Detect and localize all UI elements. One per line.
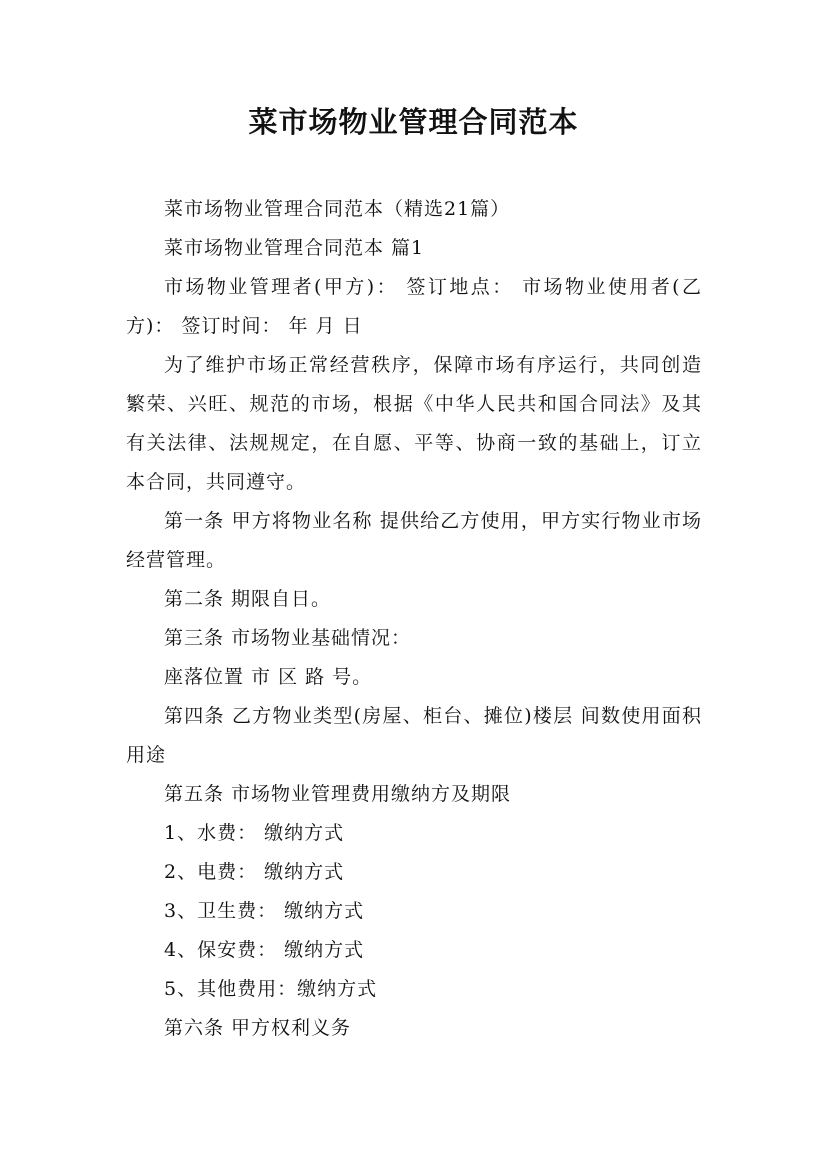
list-item-sanitation-fee: 3、卫生费： 缴纳方式 — [164, 900, 365, 922]
paragraph-article-2: 第二条 期限自日。 — [164, 588, 332, 610]
paragraph-article-4: 第四条 乙方物业类型(房屋、柜台、摊位)楼层 间数使用面积 用途 — [126, 705, 702, 766]
paragraph-article-6: 第六条 甲方权利义务 — [164, 1017, 352, 1039]
paragraph-article-5: 第五条 市场物业管理费用缴纳方及期限 — [164, 783, 512, 805]
list-item-water-fee: 1、水费： 缴纳方式 — [164, 822, 345, 844]
list-item-security-fee: 4、保安费： 缴纳方式 — [164, 939, 365, 961]
paragraph-parties: 市场物业管理者(甲方)： 签订地点： 市场物业使用者(乙方)： 签订时间： 年 月 日 — [126, 276, 702, 337]
paragraph-intro: 菜市场物业管理合同范本（精选21篇） — [164, 198, 511, 220]
list-item-other-fees: 5、其他费用：缴纳方式 — [164, 978, 378, 1000]
paragraph-article-1: 第一条 甲方将物业名称 提供给乙方使用，甲方实行物业市场经营管理。 — [126, 510, 702, 571]
paragraph-heading-part1: 菜市场物业管理合同范本 篇1 — [164, 237, 425, 259]
paragraph-location: 座落位置 市 区 路 号。 — [164, 666, 373, 688]
paragraph-article-3: 第三条 市场物业基础情况： — [164, 627, 412, 649]
document-title: 菜市场物业管理合同范本 — [248, 105, 579, 139]
document-body — [126, 190, 702, 1048]
list-item-electricity-fee: 2、电费： 缴纳方式 — [164, 861, 345, 883]
paragraph-preamble: 为了维护市场正常经营秩序，保障市场有序运行，共同创造繁荣、兴旺、规范的市场，根据《中华人民共和国合同法》及其有关法律、法规规定，在自愿、平等、协商一致的基础上，订立本合同，共同遵守。 — [126, 354, 702, 493]
